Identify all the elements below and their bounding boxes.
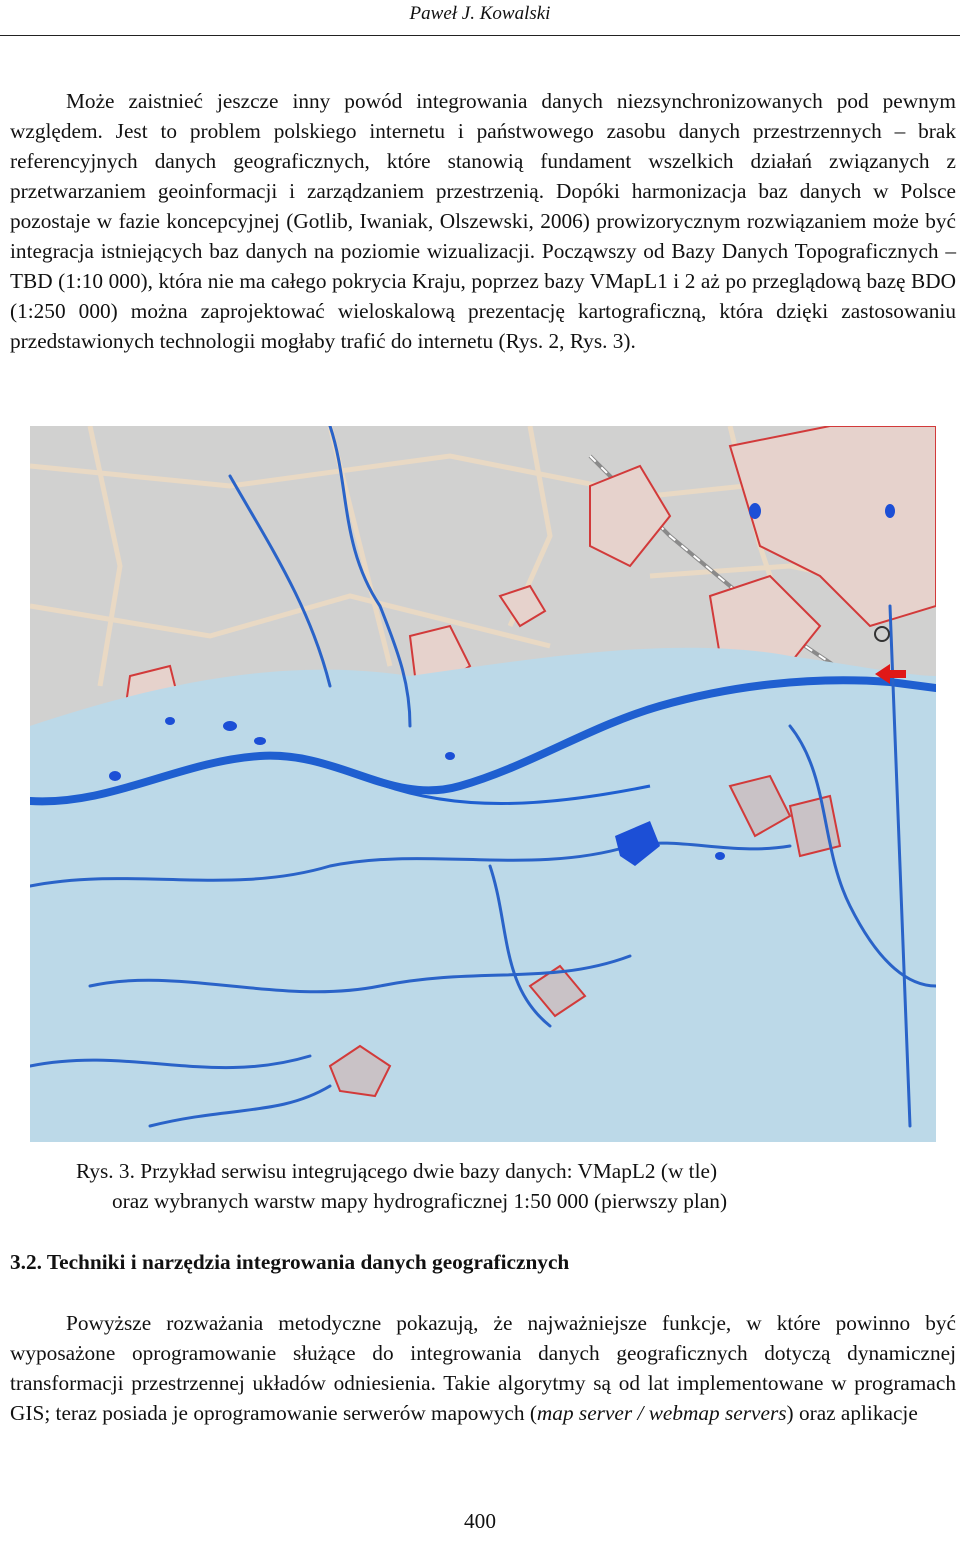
running-header (0, 0, 960, 36)
paragraph-2-text-a: Powyższe rozważania metodyczne pokazują, że najważniejsze funkcje, w które powinno być wyposażone oprogramowanie służące do integrowania danych geograficznych dotyczą dynamicznej transformacji przestrzennej układów odniesienia. Takie algorytmy są od lat implementowane w programach GIS; teraz posiada je oprogramowanie serwerów mapowych ( (10, 1311, 956, 1425)
figure-caption-line-1: Rys. 3. Przykład serwisu integrującego dwie bazy danych: VMapL2 (w tle) (76, 1159, 718, 1183)
page-number: 400 (464, 1509, 496, 1533)
author-name: Paweł J. Kowalski (409, 3, 551, 24)
map-image (30, 426, 936, 1142)
paragraph-2-italic: map server / webmap servers (536, 1401, 787, 1425)
figure-caption-line-2: oraz wybranych warstw mapy hydrograficznej 1:50 000 (pierwszy plan) (112, 1189, 728, 1213)
section-heading: 3.2. Techniki i narzędzia integrowania danych geograficznych (10, 1250, 570, 1274)
paragraph-1: Może zaistnieć jeszcze inny powód integrowania danych niezsynchronizowanych pod pewnym względem. Jest to problem polskiego internetu i państwowego zasobu danych przestrzennych – brak referencyjnych danych geograficznych, które stanowią fundament wszelkich działań związanych z przetwarzaniem geoinformacji i zarządzaniem przestrzenią. Dopóki harmonizacja baz danych w Polsce pozostaje w fazie koncepcyjnej (Gotlib, Iwaniak, Olszewski, 2006) prowizorycznym rozwiązaniem może być integracja istniejących baz danych na poziomie wizualizacji. Począwszy od Bazy Danych Topograficznych – TBD (1:10 000), która nie ma całego pokrycia Kraju, poprzez bazy VMapL1 i 2 aż po przeglądową bazę BDO (1:250 000) można zaprojektować wieloskalową prezentację kartograficzną, która dzięki zastosowaniu przedstawionych technologii mogłaby trafić do internetu (Rys. 2, Rys. 3). (10, 89, 956, 353)
paragraph-2 (10, 1308, 956, 1428)
header-rule (0, 35, 960, 36)
paragraph-2-text-b: ) oraz aplikacje (786, 1401, 918, 1425)
map-figure (30, 426, 936, 1142)
